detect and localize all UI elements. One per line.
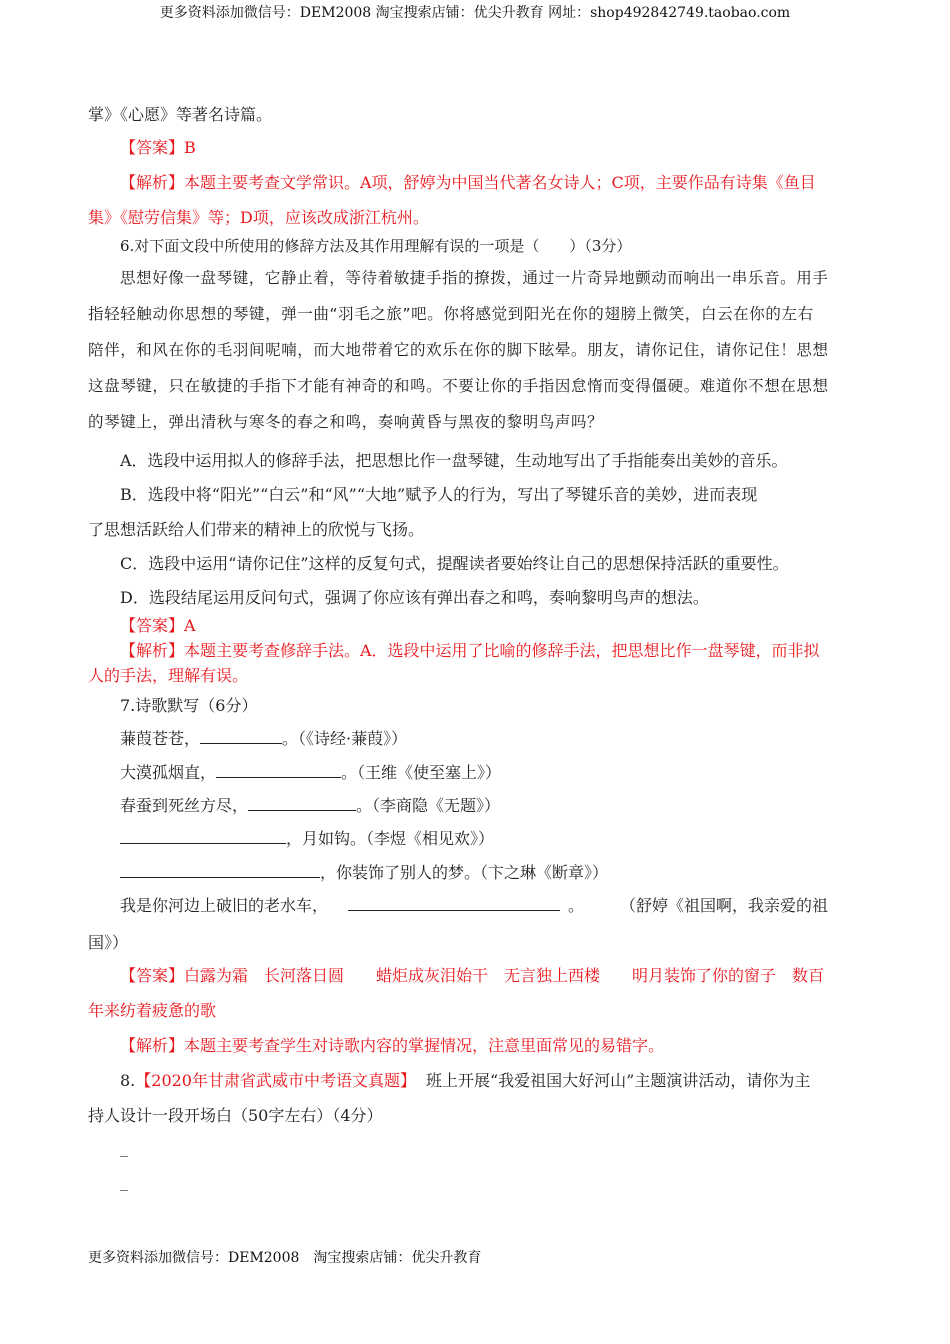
q7-line-2-text: 大漠孤烟直， xyxy=(120,763,217,782)
page-header: 更多资料添加微信号：DEM2008 淘宝搜索店铺：优尖升教育 网址：shop492842749.taobao.com xyxy=(159,5,791,21)
q6-stem: 6.对下面文段中所使用的修辞方法及其作用理解有误的一项是（ ）（3分） xyxy=(120,237,632,255)
q7-analysis: 【解析】本题主要考查学生对诗歌内容的掌握情况，注意里面常见的易错字。 xyxy=(120,1036,665,1055)
q5-tail: 掌》《心愿》等著名诗篇。 xyxy=(88,105,273,124)
q7-blank-5[interactable] xyxy=(120,863,320,878)
q6-passage-line: 陪伴，和风在你的毛羽间呢喃，而大地带着它的欢乐在你的脚下眩晕。朋友，请你记住，请你记住！思想 xyxy=(88,341,829,359)
q6-passage-line: 指轻轻触动你思想的琴键，弹一曲“羽毛之旅”吧。你将感觉到阳光在你的翅膀上微笑，白云在你的左右 xyxy=(88,305,814,323)
q7-line-3 xyxy=(120,793,500,816)
q7-line-2-source: 。（王维《使至塞上》） xyxy=(341,763,502,782)
page-footer: 更多资料添加微信号：DEM2008 淘宝搜索店铺：优尖升教育 xyxy=(88,1250,482,1266)
q7-blank-3[interactable] xyxy=(248,796,356,811)
q6-option-a: A．选段中运用拟人的修辞手法，把思想比作一盘琴键，生动地写出了手指能奏出美妙的音乐。 xyxy=(120,451,788,470)
q7-line-6-end: 。 xyxy=(568,896,585,915)
q6-option-d: D．选段结尾运用反问句式，强调了你应该有弹出春之和鸣，奏响黎明鸟声的想法。 xyxy=(120,588,709,607)
q7-line-3-text: 春蚕到死丝方尽， xyxy=(120,796,249,815)
q7-line-4 xyxy=(120,826,494,849)
answer-line-1[interactable]: _ xyxy=(120,1138,128,1157)
q5-analysis-cont: 集》《慰劳信集》等；D项，应该改成浙江杭州。 xyxy=(88,208,429,227)
q5-answer: 【答案】B xyxy=(120,138,196,157)
q6-passage-line: 思想好像一盘琴键，它静止着，等待着敏捷手指的撩拨，通过一片奇异地颤动而响出一串乐音。用手 xyxy=(120,269,829,287)
q7-line-6-source-cont: 国》） xyxy=(88,933,129,952)
q7-line-4-source: ，月如钩。（李煜《相见欢》） xyxy=(286,829,495,848)
q7-blank-1[interactable] xyxy=(200,729,282,744)
answer-line-2[interactable]: _ xyxy=(120,1172,128,1191)
q6-analysis-cont: 人的手法，理解有误。 xyxy=(88,666,249,685)
q7-blank-6[interactable] xyxy=(348,896,560,911)
q7-line-1-source: 。（《诗经·蒹葭》） xyxy=(282,729,408,748)
q7-stem: 7.诗歌默写（6分） xyxy=(120,696,258,715)
q7-answer-cont: 年来纺着疲惫的歌 xyxy=(88,1001,217,1020)
q8-stem: 班上开展“我爱祖国大好河山”主题演讲活动，请你为主 xyxy=(426,1071,811,1090)
q7-blank-4[interactable] xyxy=(120,829,286,844)
q6-option-b-cont: 了思想活跃给人们带来的精神上的欣悦与飞扬。 xyxy=(88,520,425,539)
q6-answer: 【答案】A xyxy=(120,616,196,635)
q6-passage-line: 这盘琴键，只在敏捷的手指下才能有神奇的和鸣。不要让你的手指因怠惰而变得僵硬。难道你不想在思想 xyxy=(88,377,829,395)
q6-option-b: B．选段中将“阳光”“白云”和“风”“大地”赋予人的行为，写出了琴键乐音的美妙，进而表现 xyxy=(120,485,758,504)
q7-line-5-source: ，你装饰了别人的梦。（卞之琳《断章》） xyxy=(320,863,609,882)
q7-blank-2[interactable] xyxy=(216,763,341,778)
q8-line-1 xyxy=(120,1068,810,1091)
q7-answer: 【答案】白露为霜 长河落日圆 蜡炬成灰泪始干 无言独上西楼 明月装饰了你的窗子 数百 xyxy=(120,966,825,985)
q7-line-1 xyxy=(120,726,407,749)
q8-source: 【2020年甘肃省武威市中考语文真题】 xyxy=(135,1071,416,1090)
q7-line-3-source: 。（李商隐《无题》） xyxy=(356,796,501,815)
q7-line-6 xyxy=(120,893,828,916)
q8-stem-cont: 持人设计一段开场白（50字左右）（4分） xyxy=(88,1106,383,1125)
q6-analysis: 【解析】本题主要考查修辞手法。A．选段中运用了比喻的修辞手法，把思想比作一盘琴键，而非拟 xyxy=(120,641,820,660)
q7-line-6-text: 我是你河边上破旧的老水车， xyxy=(120,896,329,915)
q7-line-2 xyxy=(120,760,501,783)
q7-line-5 xyxy=(120,860,608,883)
q7-line-1-text: 蒹葭苍苍， xyxy=(120,729,201,748)
q6-passage-line: 的琴键上，弹出清秋与寒冬的春之和鸣，奏响黄昏与黑夜的黎明鸟声吗？ xyxy=(88,413,604,431)
q5-analysis: 【解析】本题主要考查文学常识。A项，舒婷为中国当代著名女诗人；C项，主要作品有诗集《鱼目 xyxy=(120,173,816,192)
q6-option-c: C．选段中运用“请你记住”这样的反复句式，提醒读者要始终让自己的思想保持活跃的重要性。 xyxy=(120,554,789,573)
q7-line-6-source: （舒婷《祖国啊，我亲爱的祖 xyxy=(620,896,829,915)
q8-number: 8. xyxy=(120,1071,136,1090)
